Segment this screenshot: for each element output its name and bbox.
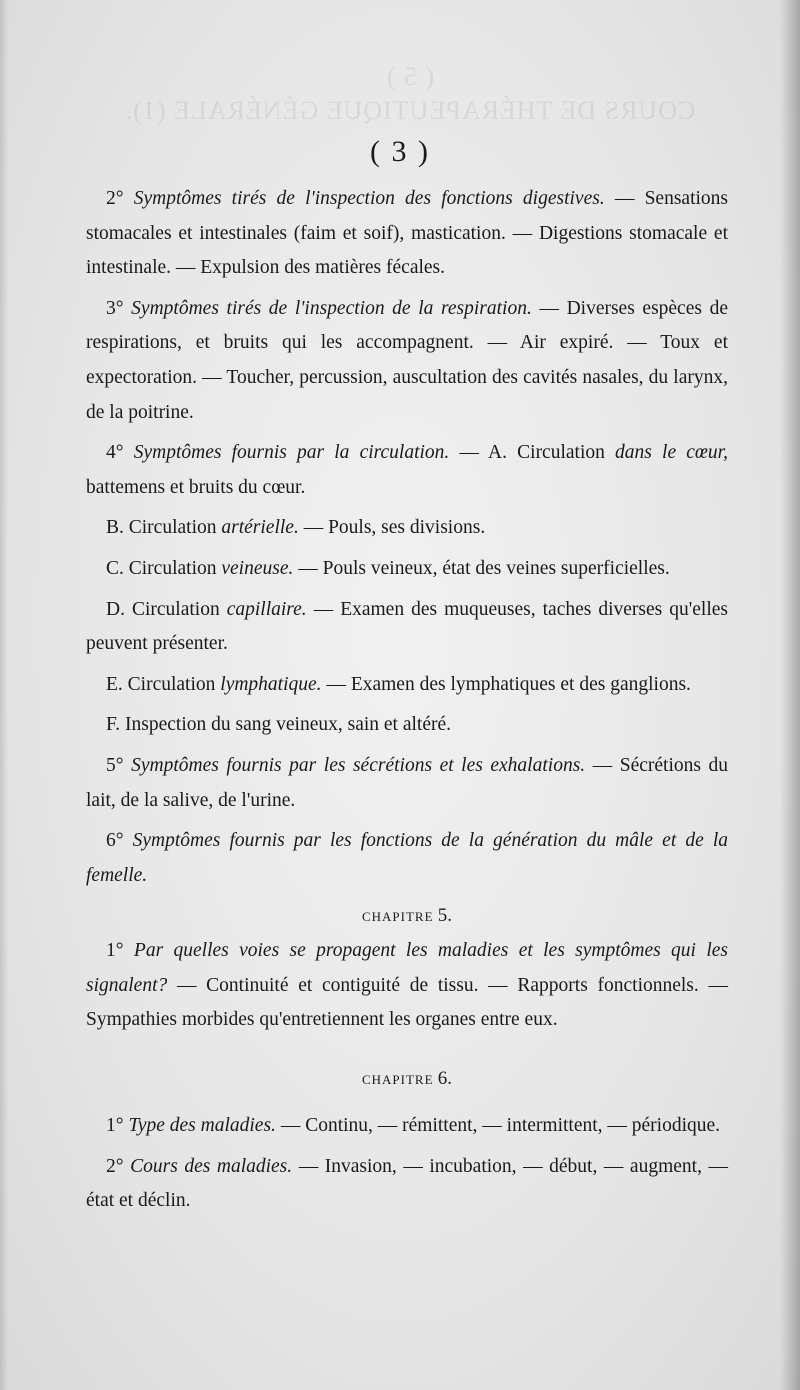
paragraph-text: — Pouls veineux, état des veines superficielles. (293, 557, 670, 579)
page-left-shadow (0, 0, 8, 1390)
bleed-top-number: ( 5 ) (385, 62, 435, 91)
paragraph-number: 2° (106, 188, 134, 209)
section-title: Symptômes tirés de l'inspection de la respiration. (131, 297, 532, 319)
paragraph-number: 1° (106, 940, 134, 962)
paragraph-text: C. Circulation (106, 557, 222, 579)
paragraph-text: — Diverses espèces de respirations, et bruits qui les accompagnent. — Air expiré. — Toux et expectoration. — Toucher, percussion, auscultation des cavités nasales, du larynx, de la poitrine. (86, 297, 728, 423)
paragraph-circulation-c (86, 552, 728, 587)
section-title: Cours des maladies. (130, 1155, 293, 1177)
paragraph-text: — A. Circulation (449, 442, 616, 464)
paragraph-respiration (86, 292, 728, 430)
chapter-number: 5. (437, 905, 453, 927)
section-title: Type des maladies. (128, 1115, 276, 1137)
paragraph-number: 5° (106, 754, 132, 776)
chapter-number: 6. (437, 1068, 453, 1090)
paragraph-type (86, 1109, 728, 1144)
paragraph-text: B. Circulation (106, 517, 222, 539)
italic-term: lymphatique. (220, 673, 322, 695)
paragraph-circulation-b (86, 511, 728, 546)
paragraph-generation (86, 824, 728, 893)
paragraph-number: 4° (106, 442, 134, 464)
section-title: Par quelles voies se propagent les maladies et les symptômes qui les signalent? (86, 940, 728, 996)
paragraph-digestive (86, 182, 728, 286)
bleed-through-text (60, 60, 760, 128)
paragraph-text: — Sécrétions du lait, de la salive, de l'urine. (86, 754, 728, 811)
paragraph-text: D. Circulation (106, 598, 227, 620)
paragraph-text: — Continuité et contiguité de tissu. — Rapports fonctionnels. — Sympathies morbides qu'entretiennent les organes entre eux. (86, 974, 728, 1031)
paragraph-text: E. Circulation (106, 673, 221, 695)
chapter-heading-5 (86, 901, 728, 932)
page-right-shadow (780, 0, 800, 1390)
italic-term: dans le cœur, (615, 442, 728, 464)
paragraph-text: F. Inspection du sang veineux, sain et altéré. (106, 714, 452, 736)
paragraph-circulation-e (86, 668, 728, 703)
paragraph-circulation (86, 436, 728, 505)
paragraph-circulation-d (86, 593, 728, 662)
paragraph-number: 3° (106, 297, 132, 319)
section-title: Symptômes fournis par les sécrétions et les exhalations. (131, 754, 586, 776)
chapter-label: CHAPITRE (361, 909, 438, 925)
paragraph-text: — Invasion, — incubation, — début, — augment, — état et déclin. (86, 1155, 728, 1212)
page-number: ( 3 ) (370, 135, 430, 168)
italic-term: artérielle. (221, 517, 299, 539)
bleed-heading: COURS DE THÉRAPEUTIQUE GÉNÉRALE (1). (124, 96, 696, 125)
section-title: Symptômes fournis par les fonctions de la génération du mâle et de la femelle. (86, 830, 728, 886)
paragraph-propagation (86, 934, 728, 1038)
chapter-heading-6 (86, 1064, 728, 1095)
italic-term: capillaire. (226, 598, 307, 620)
paragraph-circulation-f (86, 708, 728, 743)
paragraph-text: — Continu, — rémittent, — intermittent, — périodique. (275, 1115, 721, 1137)
italic-term: veineuse. (221, 557, 294, 579)
paragraph-text: — Examen des muqueuses, taches diverses qu'elles peuvent présenter. (86, 598, 728, 655)
chapter-label: CHAPITRE (361, 1072, 438, 1088)
paragraph-text: — Examen des lymphatiques et des ganglions. (321, 673, 691, 695)
section-title: Symptômes tirés de l'inspection des fonctions digestives. (133, 188, 605, 209)
page-body (86, 182, 728, 1219)
paragraph-text: battemens et bruits du cœur. (86, 476, 306, 498)
paragraph-course (86, 1150, 728, 1219)
paragraph-number: 6° (106, 830, 133, 852)
paragraph-number: 1° (106, 1115, 129, 1137)
paragraph-text: — Pouls, ses divisions. (298, 517, 486, 539)
paragraph-secretions (86, 749, 728, 818)
paragraph-text: — Sensations stomacales et intestinales (faim et soif), mastication. — Digestions stomacale et intestinale. — Expulsion des matières fécales. (86, 188, 728, 279)
section-title: Symptômes fournis par la circulation. (133, 442, 450, 464)
paragraph-number: 2° (106, 1155, 131, 1177)
